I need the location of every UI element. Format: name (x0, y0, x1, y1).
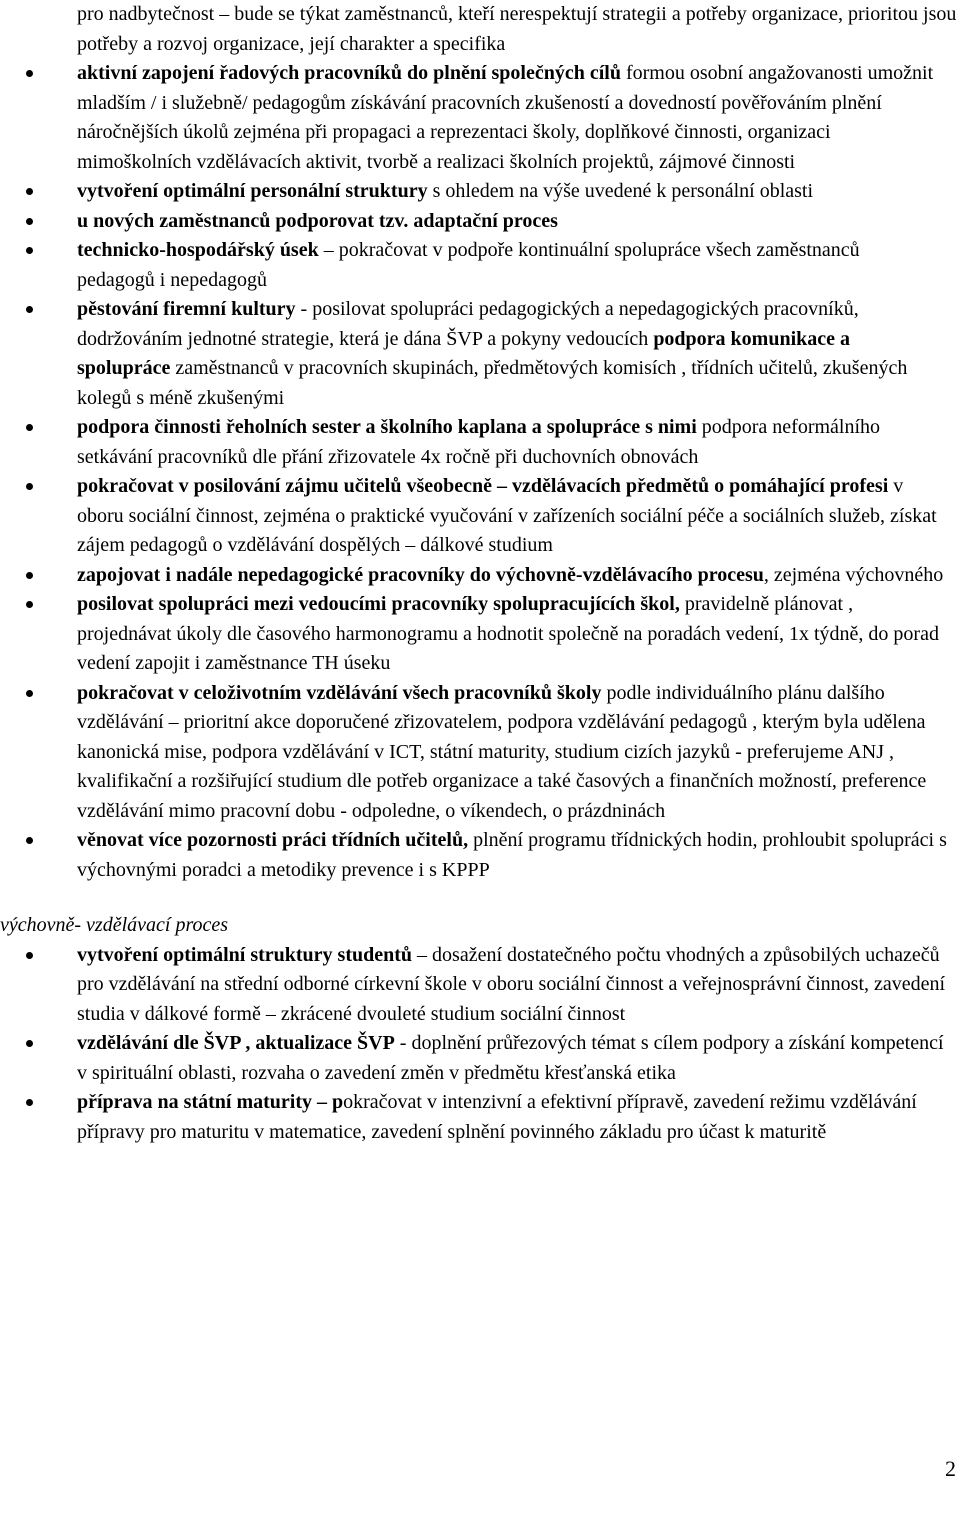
item-text: - doplnění průřezových témat s cílem podpory a získání kompetencí v spirituální oblasti, rozvaha o zavedení změn v předmětu křesťanská etika (77, 1032, 944, 1084)
bullet-icon (26, 952, 33, 959)
list-item (77, 941, 952, 1030)
bullet-icon (26, 690, 33, 697)
item-text: pravidelně plánovat , projednávat úkoly dle časového harmonogramu a hodnotit společně na poradách vedení, 1x týdně, do porad vedení zapojit i zaměstnance TH úseku (77, 593, 939, 674)
list-item (77, 679, 960, 827)
item-text: podle individuálního plánu dalšího vzdělávání – prioritní akce doporučené zřizovatelem, podpora vzdělávání pedagogů , kterým byla udělena kanonická mise, podpora vzdělávání v ICT, státní maturity, studium cizích jazyků - preferujeme ANJ , kvalifikační a rozšiřující studium dle potřeb organizace a také časových a finančních možností, preference vzdělávání mimo pracovní dobu - odpoledne, o víkendech, o prázdninách (77, 681, 927, 822)
item-heading: příprava na státní maturity – p (77, 1091, 344, 1113)
intro-paragraph: pro nadbytečnost – bude se týkat zaměstnanců, kteří nerespektují strategii a potřeby organizace, prioritou jsou potřeby a rozvoj organizace, její charakter a specifika (77, 3, 957, 55)
page-number: 2 (945, 1456, 956, 1481)
item-text: zaměstnanců v pracovních skupinách, předmětových komisích , třídních učitelů, zkušených kolegů s méně zkušenými (77, 357, 908, 409)
item-heading: zapojovat i nadále nepedagogické pracovníky do výchovně-vzdělávacího procesu (77, 563, 764, 586)
item-text: plnění programu třídnických hodin, prohloubit spolupráci s výchovnými poradci a metodiky prevence i s KPPP (77, 829, 947, 881)
item-text: okračovat v intenzivní a efektivní přípravě, zavedení režimu vzdělávání přípravy pro maturitu v matematice, zavedení splnění povinného základu pro účast k maturitě (77, 1091, 917, 1143)
list-item (77, 295, 947, 413)
item-text: formou osobní angažovanosti umožnit mladším / i služebně/ pedagogům získávání pracovních zkušeností a dovedností pověřováním plnění náročnějších úkolů zejména při propagaci a reprezentaci školy, doplňkové činnosti, organizaci mimoškolních vzdělávacích aktivit, tvorbě a realizaci školních projektů, zájmové činnosti (77, 62, 934, 173)
item-heading: podpora činnosti řeholních sester a školního kaplana a spolupráce s nimi (77, 416, 697, 438)
item-heading: vytvoření optimální personální struktury (77, 180, 428, 202)
list-item (77, 177, 937, 207)
bullet-icon (26, 247, 33, 254)
item-text: podpora neformálního setkávání pracovníků dle přání zřizovatele 4x ročně při duchovních obnovách (77, 416, 881, 468)
bullet-icon (26, 188, 33, 195)
list-item (77, 1029, 952, 1088)
item-text: - posilovat spolupráci pedagogických a nepedagogických pracovníků, dodržováním jednotné strategie, která je dána ŠVP a pokyny vedoucích (77, 298, 859, 350)
bullet-icon (26, 70, 33, 77)
education-goals-list (0, 941, 960, 1148)
bullet-icon (26, 601, 33, 608)
item-heading: vzdělávání dle ŠVP , aktualizace ŠVP (77, 1032, 395, 1054)
list-item (77, 826, 947, 885)
bullet-icon (26, 837, 33, 844)
bullet-icon (26, 1040, 33, 1047)
list-item (77, 590, 947, 679)
list-item (77, 413, 937, 472)
list-item (77, 236, 937, 295)
section-heading: výchovně- vzdělávací proces (0, 914, 229, 936)
item-heading: pokračovat v posilování zájmu učitelů všeobecně – vzdělávacích předmětů o pomáhající profesi (77, 475, 889, 497)
bullet-icon (26, 483, 33, 490)
item-heading: technicko-hospodářský úsek (77, 239, 319, 261)
item-text: – dosažení dostatečného počtu vhodných a způsobilých uchazečů pro vzdělávání na střední odborné církevní škole v oboru sociální činnost a veřejnosprávní činnost, zavedení studia v dálkové formě – zkrácené dvouleté studium sociální činnost (77, 943, 946, 1025)
item-heading: vytvoření optimální struktury studentů (77, 943, 413, 966)
item-text: , zejména výchovného (763, 563, 944, 586)
list-item (77, 59, 937, 177)
bullet-icon (26, 1099, 33, 1106)
list-item (77, 1088, 952, 1147)
bullet-icon (26, 306, 33, 313)
item-heading: u nových zaměstnanců podporovat tzv. adaptační proces (77, 209, 558, 232)
bullet-icon (26, 424, 33, 431)
list-item (77, 207, 957, 237)
item-heading: pokračovat v celoživotním vzdělávání všech pracovníků školy (77, 681, 602, 704)
list-item (77, 472, 947, 561)
item-heading: aktivní zapojení řadových pracovníků do plnění společných cílů (77, 62, 621, 84)
item-text: s ohledem na výše uvedené k personální oblasti (427, 180, 814, 202)
item-heading: věnovat více pozornosti práci třídních učitelů, (77, 829, 469, 851)
item-heading: pěstování firemní kultury (77, 298, 296, 320)
bullet-icon (26, 572, 33, 579)
item-subheading: podpora komunikace a spolupráce (77, 327, 851, 379)
item-heading: posilovat spolupráci mezi vedoucími pracovníky spolupracujících škol, (77, 593, 680, 615)
list-item (77, 561, 957, 591)
personnel-goals-list (0, 59, 960, 885)
bullet-icon (26, 218, 33, 225)
item-text: v oboru sociální činnost, zejména o praktické vyučování v zařízeních sociální péče a sociálních služeb, získat zájem pedagogů o vzdělávání dospělých – dálkové studium (77, 475, 937, 556)
item-text: – pokračovat v podpoře kontinuální spolupráce všech zaměstnanců pedagogů i nepedagogů (77, 239, 860, 291)
